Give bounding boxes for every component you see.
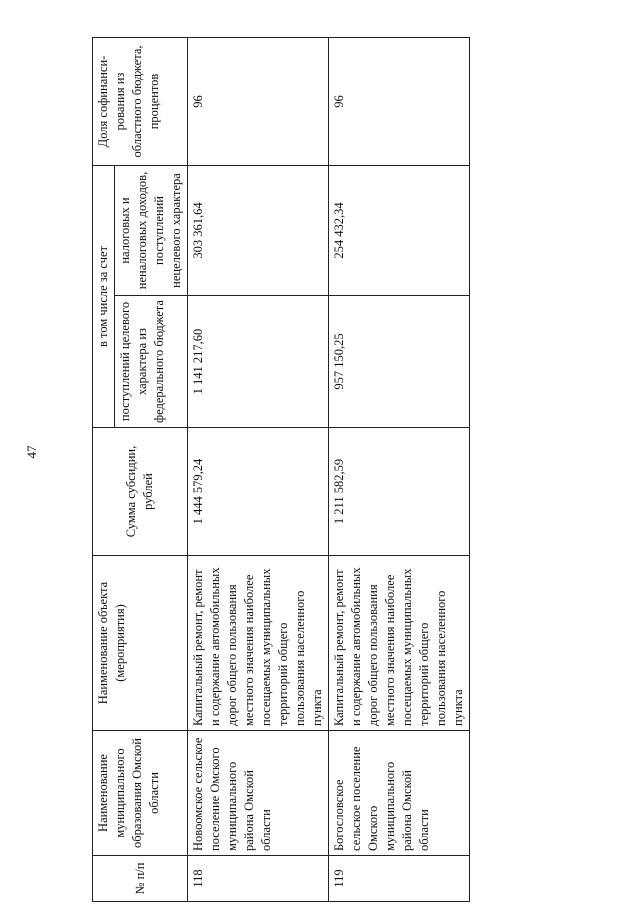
subsidy-sum-cell: 1 211 582,59 — [329, 428, 470, 556]
header-no: № п/п — [93, 856, 188, 902]
table-row — [188, 37, 329, 901]
header-row-top — [93, 37, 115, 901]
row-number: 118 — [188, 856, 329, 902]
tax-cell: 254 432,34 — [329, 165, 470, 295]
header-including: в том числе за счет — [93, 165, 115, 427]
share-cell: 96 — [329, 37, 470, 165]
rotated-table-sheet — [92, 38, 636, 902]
header-object: Наименование объекта (мероприятия) — [93, 556, 188, 731]
object-cell: Капитальный ремонт, ремонт и содержание автомобильных дорог общего пользования местного значения наиболее посещаемых муниципальных территорий общего пользования населенного пункта — [188, 556, 329, 731]
subsidy-table — [92, 37, 470, 902]
header-subsidy-sum: Сумма субсидии, рублей — [93, 428, 188, 556]
header-share: Доля софинанси-рования из областного бюджета, процентов — [93, 37, 188, 165]
municipality-cell: Новоомское сельское поселение Омского муниципального района Омской области — [188, 731, 329, 856]
header-tax: налоговых и неналоговых доходов, поступлений нецелевого характера — [115, 165, 188, 295]
page-number: 47 — [24, 445, 39, 459]
federal-cell: 1 141 217,60 — [188, 296, 329, 428]
subsidy-sum-cell: 1 444 579,24 — [188, 428, 329, 556]
tax-cell: 303 361,64 — [188, 165, 329, 295]
table-row — [329, 37, 470, 901]
federal-cell: 957 150,25 — [329, 296, 470, 428]
municipality-cell: Богословское сельское поселение Омского муниципального района Омской области — [329, 731, 470, 856]
object-cell: Капитальный ремонт, ремонт и содержание автомобильных дорог общего пользования местного значения наиболее посещаемых муниципальных территорий общего пользования населенного пункта — [329, 556, 470, 731]
share-cell: 96 — [188, 37, 329, 165]
header-federal: поступлений целевого характера из федерального бюджета — [115, 296, 188, 428]
header-municipality: Наименование муниципального образования Омской области — [93, 731, 188, 856]
row-number: 119 — [329, 856, 470, 902]
